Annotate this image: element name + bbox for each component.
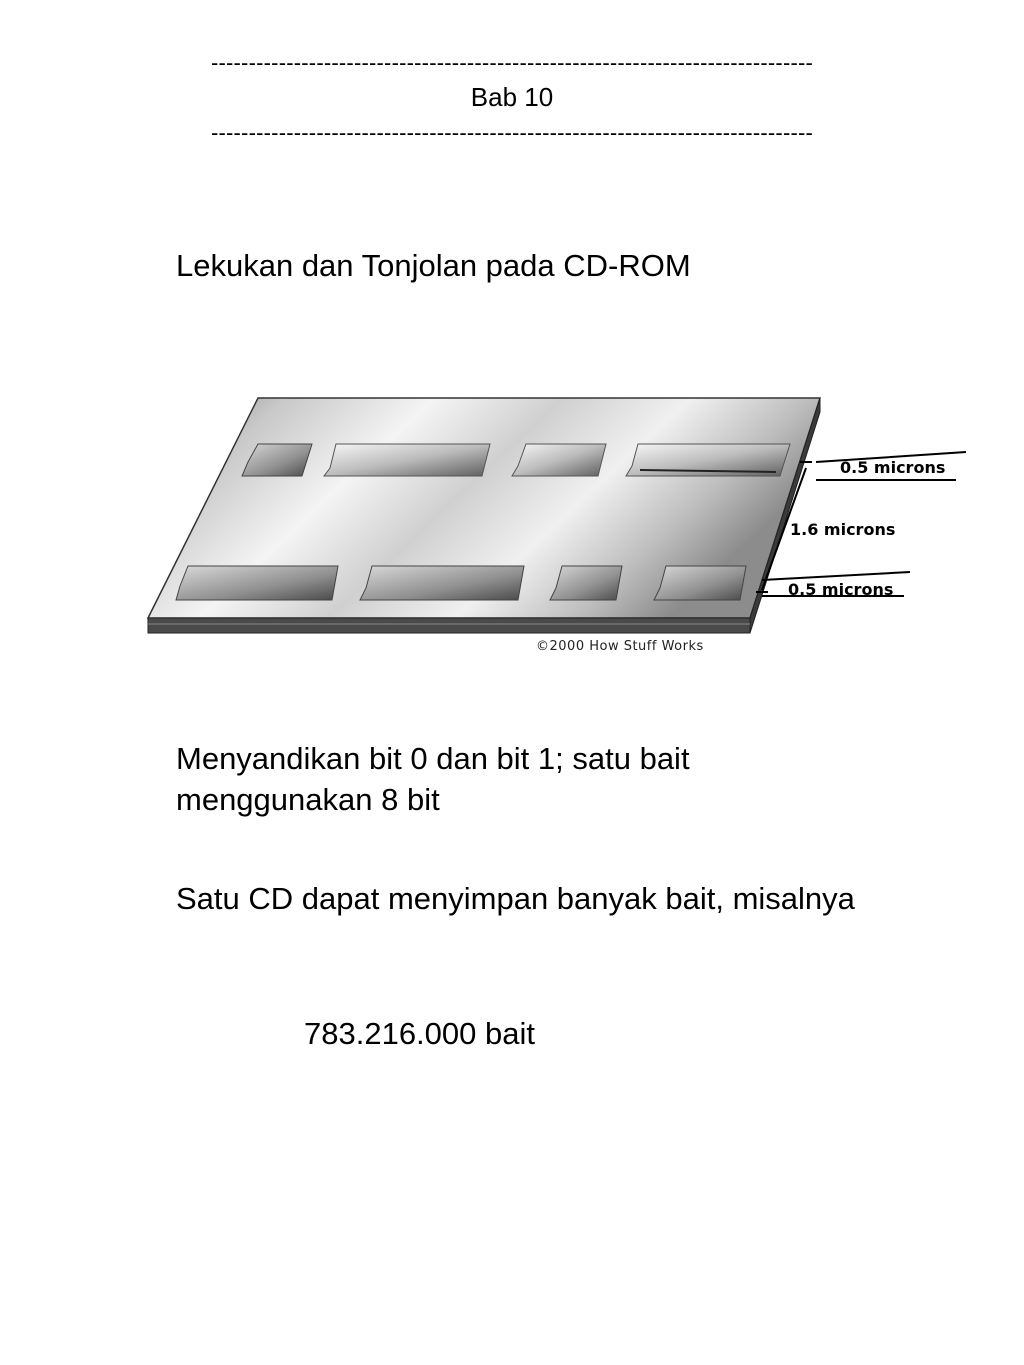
- chapter-title: Bab 10: [470, 82, 554, 112]
- label-bottom-thickness: 0.5 microns: [788, 580, 894, 599]
- example-value: 783.216.000 bait: [304, 1016, 535, 1051]
- label-track-pitch: 1.6 microns: [790, 520, 896, 539]
- paragraph-encoding: Menyandikan bit 0 dan bit 1; satu bait menggunakan 8 bit: [176, 741, 690, 817]
- header-top-rule: --------------------------------------------------------------------------------: [210, 50, 814, 75]
- paragraph-capacity: Satu CD dapat menyimpan banyak bait, misalnya: [176, 881, 855, 916]
- label-top-thickness: 0.5 microns: [840, 458, 946, 477]
- figure-credit: ©2000 How Stuff Works: [536, 639, 704, 654]
- header-bottom-rule: --------------------------------------------------------------------------------: [210, 120, 814, 145]
- cd-rom-pits-lands-figure: [140, 390, 980, 665]
- section-title: Lekukan dan Tonjolan pada CD-ROM: [176, 248, 691, 283]
